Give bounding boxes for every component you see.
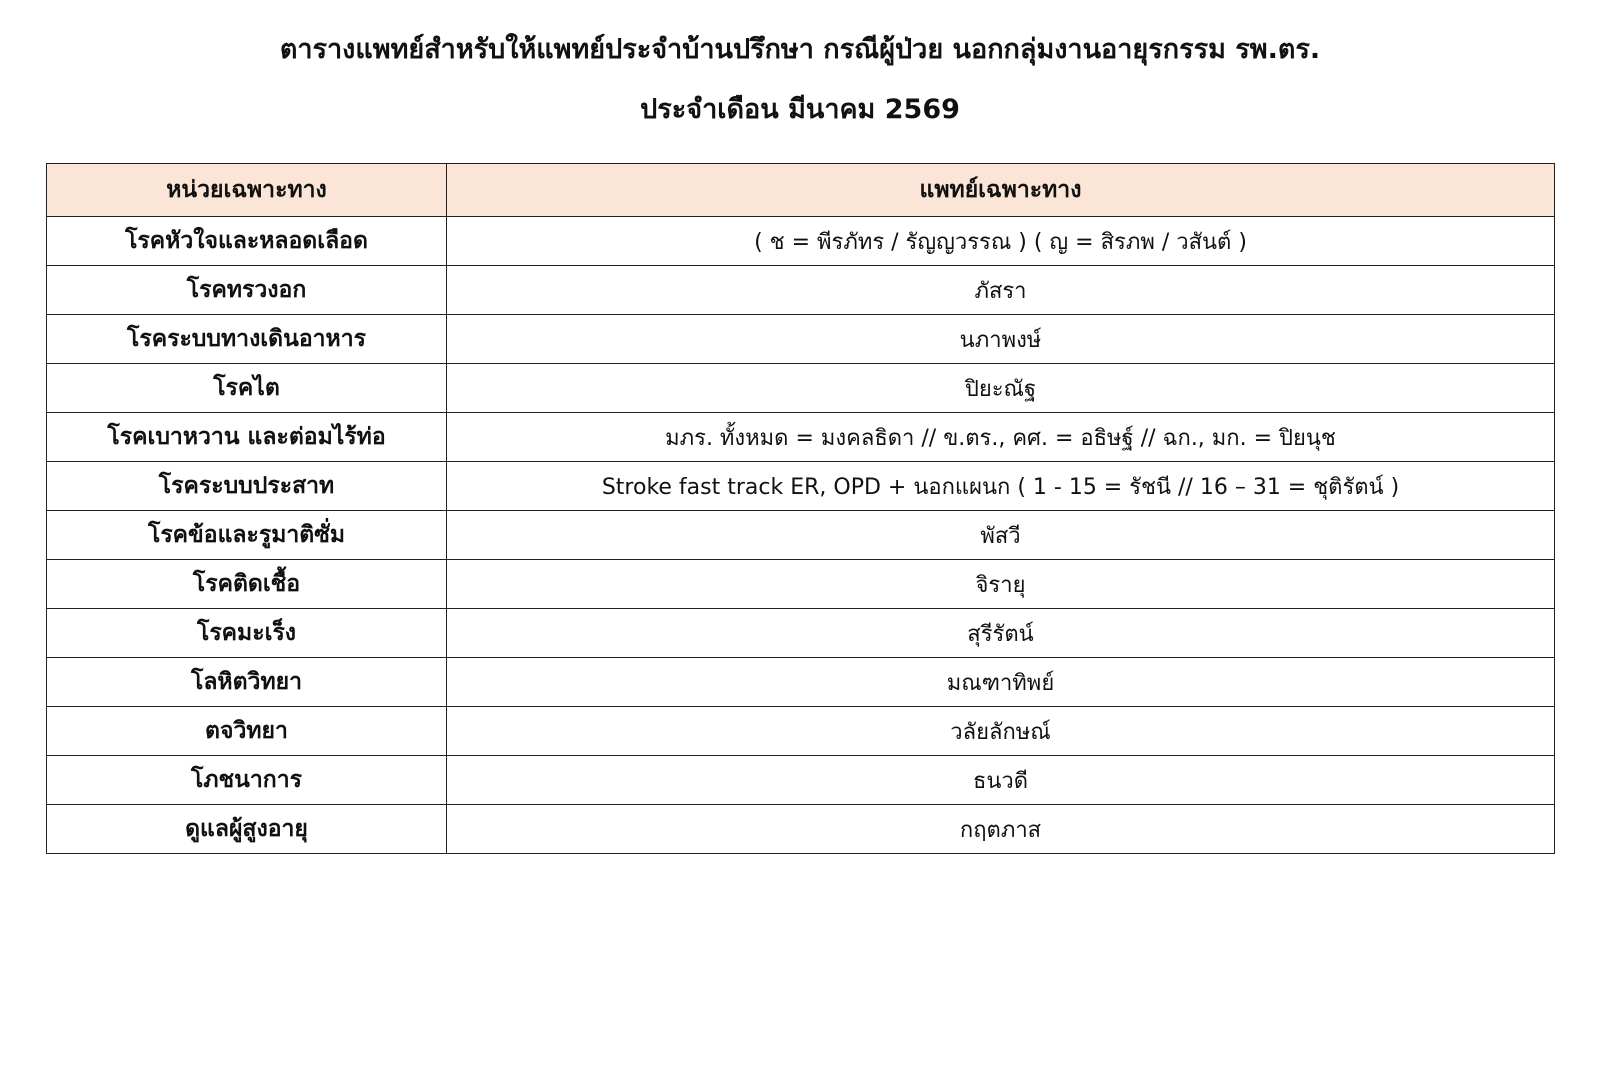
specialty-unit-cell: โรคข้อและรูมาติซั่ม <box>47 511 447 560</box>
table-row <box>47 364 1555 413</box>
specialist-doctor-cell: ธนวดี <box>447 756 1555 805</box>
specialist-doctor-cell: มภร. ทั้งหมด = มงคลธิดา // ข.ตร., คศ. = อธิษฐ์ // ฉก., มก. = ปิยนุช <box>447 413 1555 462</box>
specialty-unit-cell: โรคทรวงอก <box>47 266 447 315</box>
specialist-doctor-cell: นภาพงษ์ <box>447 315 1555 364</box>
specialist-doctor-cell: วลัยลักษณ์ <box>447 707 1555 756</box>
table-row <box>47 217 1555 266</box>
specialist-doctor-cell: กฤตภาส <box>447 805 1555 854</box>
specialty-unit-cell: โภชนาการ <box>47 756 447 805</box>
specialty-unit-cell: โรคเบาหวาน และต่อมไร้ท่อ <box>47 413 447 462</box>
specialist-doctor-cell: ( ช = พีรภัทร / รัญญวรรณ ) ( ญ = สิรภพ / วสันต์ ) <box>447 217 1555 266</box>
specialist-doctor-cell: จิรายุ <box>447 560 1555 609</box>
specialty-unit-cell: โลหิตวิทยา <box>47 658 447 707</box>
table-row <box>47 658 1555 707</box>
table-header-row <box>47 164 1555 217</box>
table-row <box>47 413 1555 462</box>
page-title: ตารางแพทย์สำหรับให้แพทย์ประจำบ้านปรึกษา กรณีผู้ป่วย นอกกลุ่มงานอายุรกรรม รพ.ตร. <box>279 34 1321 65</box>
table-row <box>47 609 1555 658</box>
specialty-unit-cell: ดูแลผู้สูงอายุ <box>47 805 447 854</box>
specialty-unit-cell: โรคติดเชื้อ <box>47 560 447 609</box>
specialty-unit-cell: โรคระบบประสาท <box>47 462 447 511</box>
specialty-unit-cell: โรคไต <box>47 364 447 413</box>
table-row <box>47 462 1555 511</box>
specialist-doctor-cell: สุรีรัตน์ <box>447 609 1555 658</box>
specialty-unit-cell: โรคมะเร็ง <box>47 609 447 658</box>
specialist-doctor-cell: ภัสรา <box>447 266 1555 315</box>
specialty-unit-cell: โรคหัวใจและหลอดเลือด <box>47 217 447 266</box>
doctor-schedule-table <box>46 163 1555 854</box>
table-row <box>47 511 1555 560</box>
table-row <box>47 315 1555 364</box>
specialist-doctor-cell: Stroke fast track ER, OPD + นอกแผนก ( 1 - 15 = รัชนี // 16 – 31 = ชุติรัตน์ ) <box>447 462 1555 511</box>
column-header-unit: หน่วยเฉพาะทาง <box>47 164 447 217</box>
table-row <box>47 266 1555 315</box>
table-row <box>47 707 1555 756</box>
specialty-unit-cell: ตจวิทยา <box>47 707 447 756</box>
column-header-doctor: แพทย์เฉพาะทาง <box>447 164 1555 217</box>
page-subtitle: ประจำเดือน มีนาคม 2569 <box>640 94 960 125</box>
specialist-doctor-cell: มณฑาทิพย์ <box>447 658 1555 707</box>
table-row <box>47 756 1555 805</box>
table-row <box>47 805 1555 854</box>
specialist-doctor-cell: พัสวี <box>447 511 1555 560</box>
specialist-doctor-cell: ปิยะณัฐ <box>447 364 1555 413</box>
specialty-unit-cell: โรคระบบทางเดินอาหาร <box>47 315 447 364</box>
table-row <box>47 560 1555 609</box>
